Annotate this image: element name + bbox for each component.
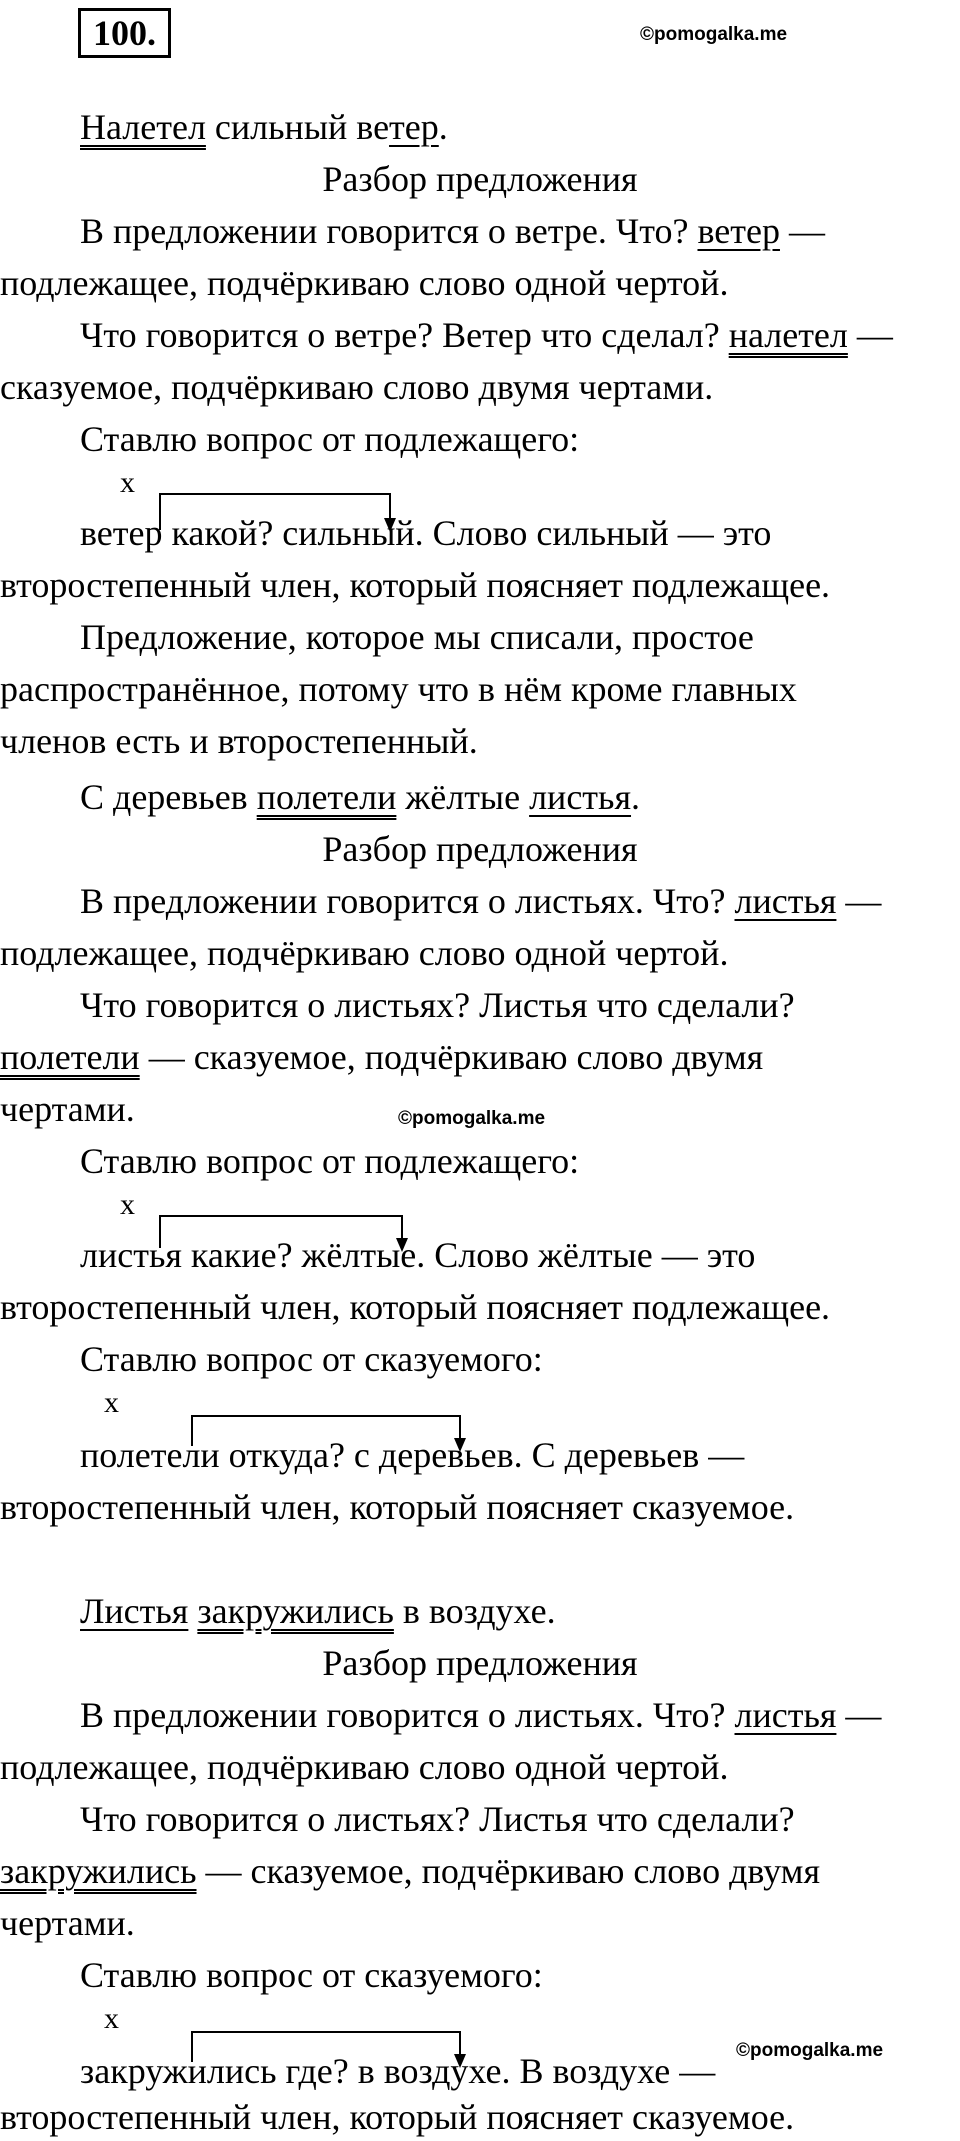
paragraph-line: В предложении говорится о листьях. Что? листья — [80,881,882,921]
predicate-word: полетели [0,1037,140,1077]
paragraph-line: подлежащее, подчёркиваю слово одной чертой. [0,263,729,303]
paragraph-line: сказуемое, подчёркиваю слово двумя чертами. [0,367,714,407]
paragraph-line: Что говорится о ветре? Ветер что сделал? налетел — [80,315,893,355]
task-number: 100. [78,8,171,58]
x-mark: x [104,2002,119,2035]
paragraph-line: Ставлю вопрос от подлежащего: [80,1141,580,1181]
paragraph-line: закружились где? в воздухе. В воздухе — [80,2051,716,2091]
subject-word: листья [734,1695,837,1735]
section-heading: Разбор предложения [322,159,638,199]
paragraph-line: Ставлю вопрос от подлежащего: [80,419,580,459]
paragraph-line: листья какие? жёлтые. Слово жёлтые — это [80,1235,756,1275]
predicate-word: полетели [256,777,397,817]
paragraph-line: закружились — сказуемое, подчёркиваю слово двумя [0,1851,821,1891]
paragraph-line: ветер какой? сильный. Слово сильный — это [80,513,772,553]
sentence-2: С деревьев полетели жёлтые листья. [80,777,641,817]
paragraph-line: чертами. [0,1903,135,1943]
section-heading: Разбор предложения [322,1643,638,1683]
section-heading: Разбор предложения [322,829,638,869]
x-mark: x [104,1386,119,1419]
paragraph-line: Предложение, которое мы списали, простое [80,617,754,657]
paragraph-line: В предложении говорится о листьях. Что? листья — [80,1695,882,1735]
paragraph-line: второстепенный член, который поясняет сказуемое. [0,2097,795,2137]
predicate-word: закружились [0,1851,197,1891]
watermark-middle: ©pomogalka.me [398,1108,546,1129]
predicate-word: Налетел [80,107,206,147]
subject-word: Листья [80,1591,189,1631]
paragraph-line: Ставлю вопрос от сказуемого: [80,1339,543,1379]
sentence-1: Налетел сильный ветер. [80,107,448,147]
predicate-word: закружились [197,1591,394,1631]
paragraph-line: подлежащее, подчёркиваю слово одной чертой. [0,933,729,973]
paragraph-line: Ставлю вопрос от сказуемого: [80,1955,543,1995]
paragraph-line: В предложении говорится о ветре. Что? ветер — [80,211,825,251]
x-mark: x [120,466,135,499]
paragraph-line: второстепенный член, который поясняет подлежащее. [0,1287,831,1327]
subject-word: тер [389,107,439,147]
x-mark: x [120,1188,135,1221]
paragraph-line: чертами. [0,1089,135,1129]
paragraph-line: полетели откуда? с деревьев. С деревьев — [80,1435,745,1475]
watermark-top: ©pomogalka.me [640,24,788,45]
predicate-word: налетел [728,315,848,355]
paragraph-line: подлежащее, подчёркиваю слово одной чертой. [0,1747,729,1787]
subject-word: листья [529,777,632,817]
paragraph-line: Что говорится о листьях? Листья что сделали? [80,1799,795,1839]
paragraph-line: распространённое, потому что в нём кроме главных [0,669,797,709]
paragraph-line: Что говорится о листьях? Листья что сделали? [80,985,795,1025]
paragraph-line: второстепенный член, который поясняет сказуемое. [0,1487,795,1527]
watermark-bottom: ©pomogalka.me [736,2040,884,2061]
paragraph-line: полетели — сказуемое, подчёркиваю слово двумя [0,1037,764,1077]
paragraph-line: второстепенный член, который поясняет подлежащее. [0,565,831,605]
subject-word: листья [734,881,837,921]
paragraph-line: членов есть и второстепенный. [0,721,478,761]
sentence-3: Листья закружились в воздухе. [80,1591,556,1631]
subject-word: ветер [697,211,780,251]
